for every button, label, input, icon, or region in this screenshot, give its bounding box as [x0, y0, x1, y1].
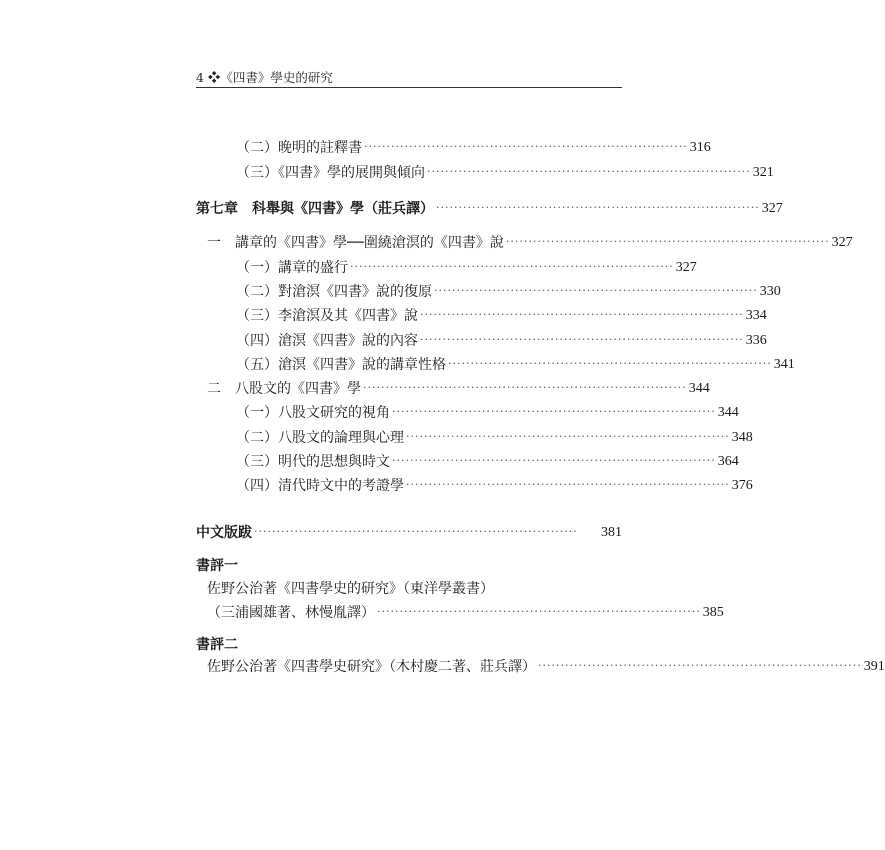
review-title-line: 佐野公治著《四書學史的研究》（東洋學叢書）: [207, 581, 494, 597]
toc-entry-label: （三）李滄溟及其《四書》說: [236, 308, 418, 324]
toc-chapter-label: 第七章 科舉與《四書》學（莊兵譯）: [196, 201, 434, 217]
toc-entry-page: 336: [745, 333, 767, 348]
review-entry[interactable]: [207, 654, 885, 676]
toc-chapter[interactable]: [196, 520, 622, 542]
leader-dots: ········································································: [538, 659, 862, 672]
toc-section-label: 一 講章的《四書》學──圍繞滄溟的《四書》說: [207, 235, 504, 251]
leader-dots: ········································································: [448, 357, 772, 370]
toc-entry-page: 334: [745, 308, 767, 323]
header-rule: [196, 87, 622, 88]
toc-entry[interactable]: [236, 135, 711, 157]
toc-entry-label: （一）八股文研究的視角: [236, 405, 390, 421]
toc-entry[interactable]: [236, 303, 767, 325]
review-page: 391: [863, 659, 885, 674]
toc-entry-label: （一）講章的盛行: [236, 260, 348, 276]
toc-entry-page: 341: [773, 357, 795, 372]
review-credit: （三浦國雄著、林慢胤譯）: [207, 605, 375, 621]
toc-entry-page: 344: [717, 405, 739, 420]
toc-section-page: 327: [831, 235, 853, 250]
toc-chapter[interactable]: [196, 196, 783, 218]
toc-entry[interactable]: [236, 449, 739, 471]
review-title-line: 佐野公治著《四書學史研究》（木村慶二著、莊兵譯）: [207, 659, 536, 675]
leader-dots: ········································································: [364, 140, 688, 153]
toc-entry[interactable]: [236, 473, 753, 495]
toc-entry[interactable]: [236, 279, 781, 301]
toc-chapter-page: 381: [601, 525, 622, 540]
toc-chapter-page: 327: [761, 201, 783, 216]
leader-dots: ········································································: [406, 478, 730, 491]
leader-dots: ········································································: [436, 201, 760, 214]
toc-entry-page: 348: [731, 430, 753, 445]
toc-entry[interactable]: [236, 160, 774, 182]
header-title: 4 ❖《四書》學史的研究: [196, 70, 333, 85]
toc-section-label: 二 八股文的《四書》學: [207, 381, 361, 397]
review-page: 385: [702, 605, 724, 620]
toc-entry-label: （二）晚明的註釋書: [236, 140, 362, 156]
review-heading[interactable]: 書評二: [196, 637, 238, 653]
toc-entry-label: （五）滄溟《四書》說的講章性格: [236, 357, 446, 373]
toc-entry-page: 321: [752, 165, 774, 180]
leader-dots: ········································································: [363, 381, 687, 394]
leader-dots: ········································································: [406, 430, 730, 443]
leader-dots: ········································································: [505, 235, 830, 248]
toc-entry-page: 316: [689, 140, 711, 155]
leader-dots: ········································································: [434, 284, 758, 297]
toc-entry-label: （二）八股文的論理與心理: [236, 430, 404, 446]
toc-entry[interactable]: [236, 400, 739, 422]
toc-entry-label: （二）對滄溟《四書》說的復原: [236, 284, 432, 300]
toc-entry-page: 330: [759, 284, 781, 299]
toc-section[interactable]: [207, 230, 853, 252]
toc-entry[interactable]: [236, 255, 697, 277]
leader-dots: ········································································: [392, 454, 716, 467]
toc-entry-label: （三）《四書》學的展開與傾向: [236, 165, 425, 181]
review-entry[interactable]: [207, 600, 724, 622]
toc-chapter-label: 中文版跋: [196, 525, 252, 541]
leader-dots: ········································································: [350, 260, 674, 273]
leader-dots: ········································································: [427, 165, 751, 178]
toc-entry-label: （四）清代時文中的考證學: [236, 478, 404, 494]
leader-dots: ········································································: [254, 525, 578, 538]
leader-dots: ········································································: [420, 308, 744, 321]
toc-entry[interactable]: [236, 328, 767, 350]
leader-dots: ········································································: [420, 333, 744, 346]
toc-entry[interactable]: [236, 425, 753, 447]
toc-entry-label: （四）滄溟《四書》說的內容: [236, 333, 418, 349]
toc-entry-page: 376: [731, 478, 753, 493]
toc-entry[interactable]: [236, 352, 795, 374]
leader-dots: ········································································: [377, 605, 701, 618]
toc-section-page: 344: [688, 381, 710, 396]
toc-entry-page: 364: [717, 454, 739, 469]
toc-section[interactable]: [207, 376, 710, 398]
running-header: [196, 70, 622, 88]
review-heading[interactable]: 書評一: [196, 558, 238, 574]
leader-dots: ········································································: [392, 405, 716, 418]
toc-entry-page: 327: [675, 260, 697, 275]
toc-entry-label: （三）明代的思想與時文: [236, 454, 390, 470]
